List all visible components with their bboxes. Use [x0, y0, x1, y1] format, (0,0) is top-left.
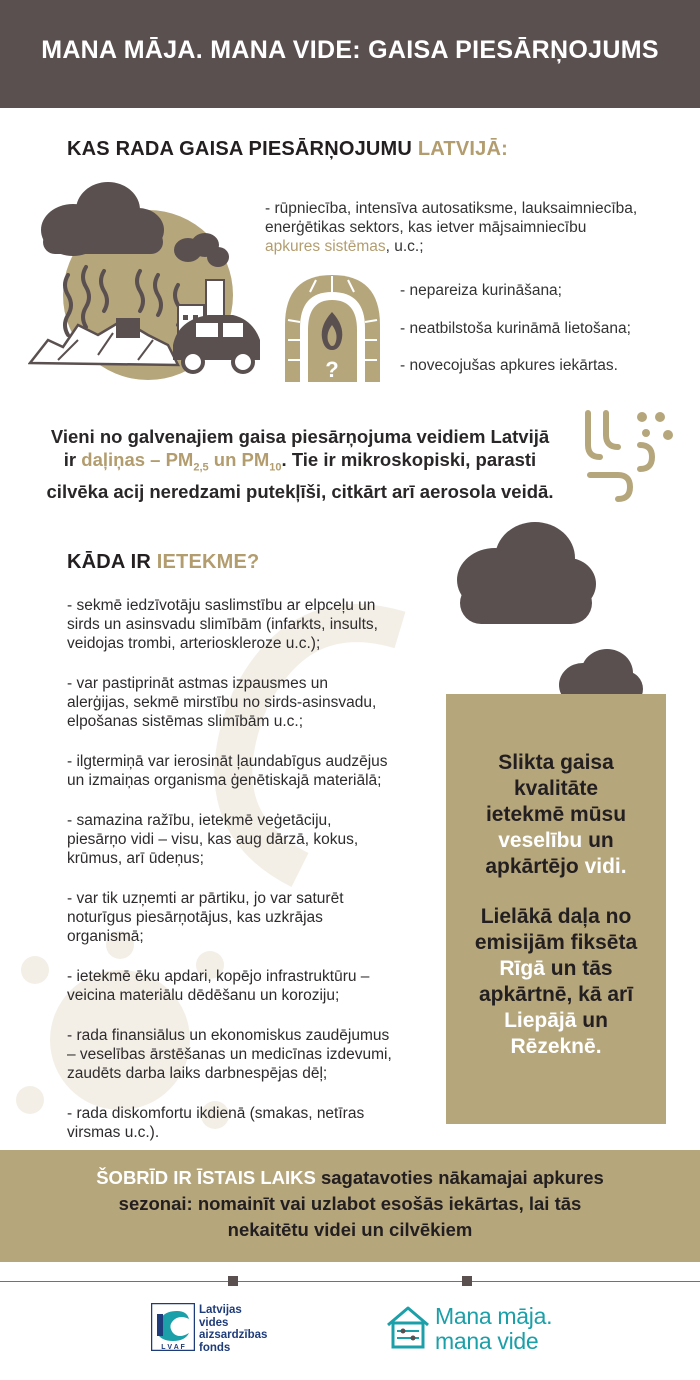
separator-line [0, 1281, 228, 1282]
impact-line: – veselības ārstēšanas un medicīnas izdevumi, [67, 1046, 392, 1063]
box-line: emisijām fiksēta [474, 931, 638, 954]
lvaf-logo-text [199, 1304, 267, 1354]
banner-text [20, 1165, 680, 1243]
box-line [446, 956, 666, 982]
impact-item [67, 1026, 447, 1083]
pm-line-2 [0, 448, 600, 480]
pm-line-3: cilvēka acij neredzami putekļīši, citkārt arī aerosola veidā. [46, 480, 554, 502]
health-highlight: veselību [498, 829, 583, 852]
box-line: Lielākā daļa no [480, 905, 632, 928]
impact-title-prefix: KĀDA IR [67, 551, 157, 573]
impact-item [67, 596, 447, 653]
heating-item-1: - nepareiza kurināšana; [400, 282, 562, 299]
box-line-prefix: apkārtējo [485, 855, 585, 878]
impact-line: organismā; [67, 928, 144, 945]
impact-line: alerģijas, sekmē mirstību no sirds-asinsvadu, [67, 694, 377, 711]
lvaf-mark: L V A F [161, 1344, 185, 1351]
pollution-illustration [28, 175, 273, 380]
pm-line-1: Vieni no galvenajiem gaisa piesārņojuma veidiem Latvijā [50, 426, 550, 447]
lvaf-line: aizsardzības [199, 1329, 268, 1341]
mana-maja-house-icon [385, 1305, 431, 1349]
impact-line: - var pastiprināt astmas izpausmes un [67, 675, 329, 692]
pm-line-2-rest: . Tie ir mikroskopiski, parasti [281, 449, 537, 470]
box-line-dot: . [595, 1035, 602, 1058]
separator-line [472, 1281, 700, 1282]
mana-maja-logo-top: Mana māja. [435, 1303, 553, 1329]
impact-line: krūmus, arī ūdeņus; [67, 850, 204, 867]
svg-text:?: ? [325, 357, 339, 382]
pm-highlight [81, 449, 282, 474]
impact-line: - ietekmē ēku apdari, kopējo infrastruktūru – [67, 968, 370, 985]
impact-line: piesārņo vidi – visu, kas aug dārzā, kokus, [67, 831, 359, 848]
banner-line-1-rest: sagatavoties nākamajai apkures [315, 1167, 604, 1188]
pm-highlight-and: un PM [208, 449, 270, 470]
box-paragraph-2 [446, 904, 666, 1060]
box-line: kvalitāte [513, 777, 599, 800]
fireplace-icon [280, 270, 385, 385]
lvaf-line: vides [199, 1316, 229, 1329]
impact-line: un izmaiņas organisma ģenētiskajā materiālā; [67, 772, 382, 789]
lvaf-logo-icon [151, 1303, 195, 1351]
impact-line: - rada diskomfortu ikdienā (smakas, netīras [67, 1105, 365, 1122]
box-line [446, 828, 666, 854]
riga-highlight: Rīgā [499, 957, 545, 980]
pm-sub-b: 10 [269, 461, 282, 474]
pm-highlight-a: daļiņas – PM [81, 449, 194, 470]
cloud-icon [41, 182, 164, 256]
source-line-3-rest: , u.c.; [385, 238, 424, 255]
separator-square [228, 1276, 238, 1286]
banner-highlight: ŠOBRĪD IR ĪSTAIS LAIKS [96, 1167, 316, 1188]
box-line-rest: un tās [544, 957, 613, 980]
sources-title-highlight: LATVIJĀ: [417, 138, 508, 160]
impact-line: elpošanas sistēmas slimībām u.c.; [67, 713, 304, 730]
pm-line-2-prefix: ir [63, 449, 82, 470]
impact-line: - rada finansiālus un ekonomiskus zaudējumus [67, 1027, 390, 1044]
impact-item [67, 752, 447, 790]
box-line: ietekmē mūsu [485, 803, 627, 826]
environment-highlight: vidi [584, 855, 621, 878]
sources-title [67, 138, 508, 161]
heating-item-3: - novecojušas apkures iekārtas. [400, 357, 618, 374]
separator-line [238, 1281, 462, 1282]
sources-title-prefix: KAS RADA GAISA PIESĀRŅOJUMU [67, 138, 418, 160]
separator-square [462, 1276, 472, 1286]
box-line: apkārtnē, kā arī [478, 983, 634, 1006]
box-line [446, 854, 666, 880]
banner-line-2: sezonai: nomainīt vai uzlabot esošās iekārtas, lai tās [118, 1193, 582, 1214]
box-line [446, 1034, 666, 1060]
box-paragraph-1 [446, 750, 666, 880]
impact-line: sirds un asinsvadu slimībām (infarkts, insults, [67, 616, 378, 633]
impact-line: - samazina ražību, ietekmē veģetāciju, [67, 812, 332, 829]
impact-title [67, 551, 259, 574]
source-line-3 [265, 237, 424, 256]
mana-maja-logo-bottom: mana vide [435, 1328, 539, 1354]
impact-line: - ilgtermiņā var ierosināt ļaundabīgus audzējus [67, 753, 388, 770]
impact-item [67, 1104, 447, 1142]
impact-line: veicina materiālu dēdēšanu un koroziju; [67, 987, 340, 1004]
cloud-large-icon [450, 518, 600, 633]
impact-item [67, 811, 447, 868]
wind-icon [578, 405, 678, 505]
impact-title-highlight: IETEKME? [156, 551, 260, 573]
box-line-rest: un [582, 829, 614, 852]
source-line-1: - rūpniecība, intensīva autosatiksme, lauksaimniecība, [265, 200, 638, 217]
banner-line-1 [20, 1165, 680, 1191]
box-line-dot: . [620, 855, 627, 878]
liepaja-highlight: Liepājā [504, 1009, 577, 1032]
rezekne-highlight: Rēzeknē [510, 1035, 596, 1058]
pm-sub-a: 2,5 [193, 461, 209, 474]
heating-item-2: - neatbilstoša kurināmā lietošana; [400, 320, 631, 337]
pm-paragraph [0, 425, 600, 503]
box-line-rest: un [576, 1009, 608, 1032]
impact-line: virsmas u.c.). [67, 1124, 160, 1141]
banner-line-3: nekaitētu videi un cilvēkiem [227, 1219, 473, 1240]
impact-line: veidojas trombi, arterioskleroze u.c.); [67, 635, 321, 652]
impact-line: noturīgus piesārņotājus, kas uzkrājas [67, 909, 323, 926]
impact-item [67, 967, 447, 1005]
source-line-2: enerģētikas sektors, kas ietver mājsaimniecību [265, 219, 587, 236]
impact-line: - var tik uzņemti ar pārtiku, jo var saturēt [67, 890, 344, 907]
impact-item [67, 674, 447, 731]
page-title: MANA MĀJA. MANA VIDE: GAISA PIESĀRŅOJUMS [41, 36, 659, 64]
lvaf-line: fonds [199, 1341, 231, 1354]
impact-list [67, 596, 447, 1142]
impact-line: - sekmē iedzīvotāju saslimstību ar elpceļu un [67, 597, 376, 614]
box-line [446, 1008, 666, 1034]
impact-item [67, 889, 447, 946]
box-line: Slikta gaisa [498, 751, 614, 774]
impact-line: zaudēts darba laiks darbnespējas dēļ; [67, 1065, 328, 1082]
lvaf-line: Latvijas [199, 1304, 242, 1316]
heating-systems-highlight: apkures sistēmas [265, 238, 386, 255]
